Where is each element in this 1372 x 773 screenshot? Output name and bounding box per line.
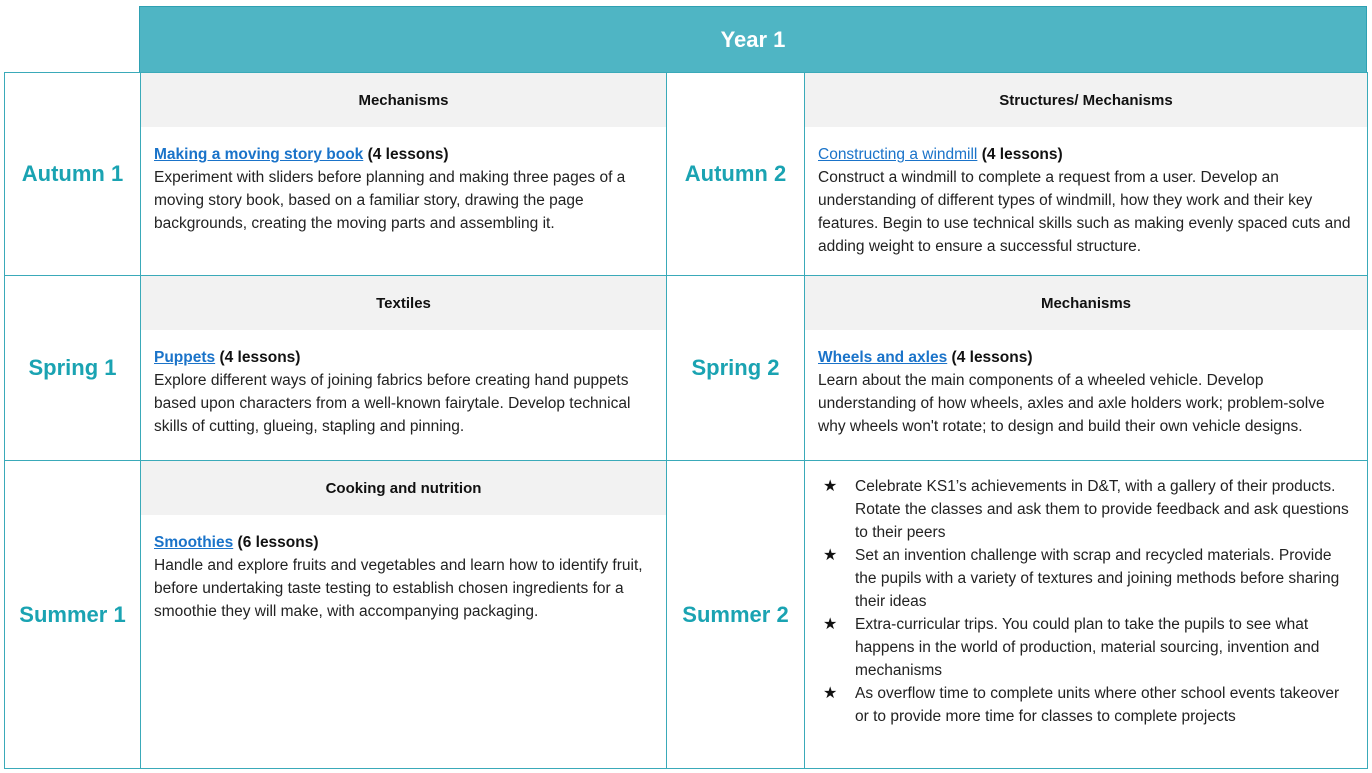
star-icon: ★ — [823, 685, 838, 702]
unit-link[interactable]: Smoothies — [154, 534, 234, 551]
category-label: Mechanisms — [141, 73, 666, 127]
term-cell: Spring 1 — [5, 276, 141, 461]
list-item: ★ Extra-curricular trips. You could plan to take the pupils to see what happens in the world of production, material sourcing, invention and mechanisms — [823, 613, 1353, 682]
category-label: Structures/ Mechanisms — [805, 73, 1367, 127]
term-cell: Summer 1 — [5, 461, 141, 769]
unit-cell — [141, 461, 667, 769]
year-title: Year 1 — [720, 26, 786, 52]
category-label: Textiles — [141, 276, 666, 330]
star-icon: ★ — [823, 616, 838, 633]
unit-link[interactable]: Wheels and axles — [818, 349, 948, 366]
unit-link[interactable]: Constructing a windmill — [818, 146, 978, 163]
term-cell: Autumn 2 — [667, 73, 805, 276]
unit-description: Learn about the main components of a wheeled vehicle. Develop understanding of how wheels, axles and axle holders work; problem-solve why wheels won't rotate; to design and build their own vehicle designs. — [818, 372, 1325, 435]
unit-link[interactable]: Puppets — [154, 349, 216, 366]
term-cell: Autumn 1 — [5, 73, 141, 276]
lesson-count: (6 lessons) — [237, 534, 319, 551]
category-label: Mechanisms — [805, 276, 1367, 330]
table-row — [5, 461, 1368, 769]
lesson-count: (4 lessons) — [367, 146, 449, 163]
bullet-list — [805, 461, 1367, 728]
lesson-count: (4 lessons) — [951, 349, 1033, 366]
list-item: ★ Celebrate KS1’s achievements in D&T, with a gallery of their products. Rotate the classes and ask them to provide feedback and ask questions to their peers — [823, 475, 1353, 544]
curriculum-grid — [4, 72, 1367, 769]
unit-cell — [141, 276, 667, 461]
star-icon: ★ — [823, 478, 838, 495]
unit-cell — [805, 73, 1368, 276]
unit-description: Experiment with sliders before planning and making three pages of a moving story book, based on a familiar story, drawing the page backgrounds, creating the moving parts and assembling it. — [154, 169, 626, 232]
unit-cell — [141, 73, 667, 276]
term-cell: Summer 2 — [667, 461, 805, 769]
unit-description: Handle and explore fruits and vegetables and learn how to identify fruit, before undertaking taste testing to establish chosen ingredients for a smoothie they will make, with accompanying packaging. — [154, 557, 643, 620]
category-label: Cooking and nutrition — [141, 461, 666, 515]
unit-link[interactable]: Making a moving story book — [154, 146, 364, 163]
star-icon: ★ — [823, 547, 838, 564]
year-header — [139, 6, 1367, 73]
unit-description: Construct a windmill to complete a request from a user. Develop an understanding of different types of windmill, how they work and their key features. Begin to use technical skills such as making evenly spaced cuts and adding weight to ensure a successful structure. — [818, 169, 1351, 255]
unit-cell — [805, 276, 1368, 461]
term-cell: Spring 2 — [667, 276, 805, 461]
unit-description: Explore different ways of joining fabrics before creating hand puppets based upon characters from a well-known fairytale. Develop technical skills of cutting, glueing, stapling and pinning. — [154, 372, 631, 435]
bullet-cell — [805, 461, 1368, 769]
lesson-count: (4 lessons) — [981, 146, 1063, 163]
lesson-count: (4 lessons) — [219, 349, 301, 366]
table-row — [5, 73, 1368, 276]
list-item: ★ Set an invention challenge with scrap and recycled materials. Provide the pupils with a variety of textures and joining methods before sharing their ideas — [823, 544, 1353, 613]
list-item: ★ As overflow time to complete units where other school events takeover or to provide more time for classes to complete projects — [823, 682, 1353, 728]
table-row — [5, 276, 1368, 461]
